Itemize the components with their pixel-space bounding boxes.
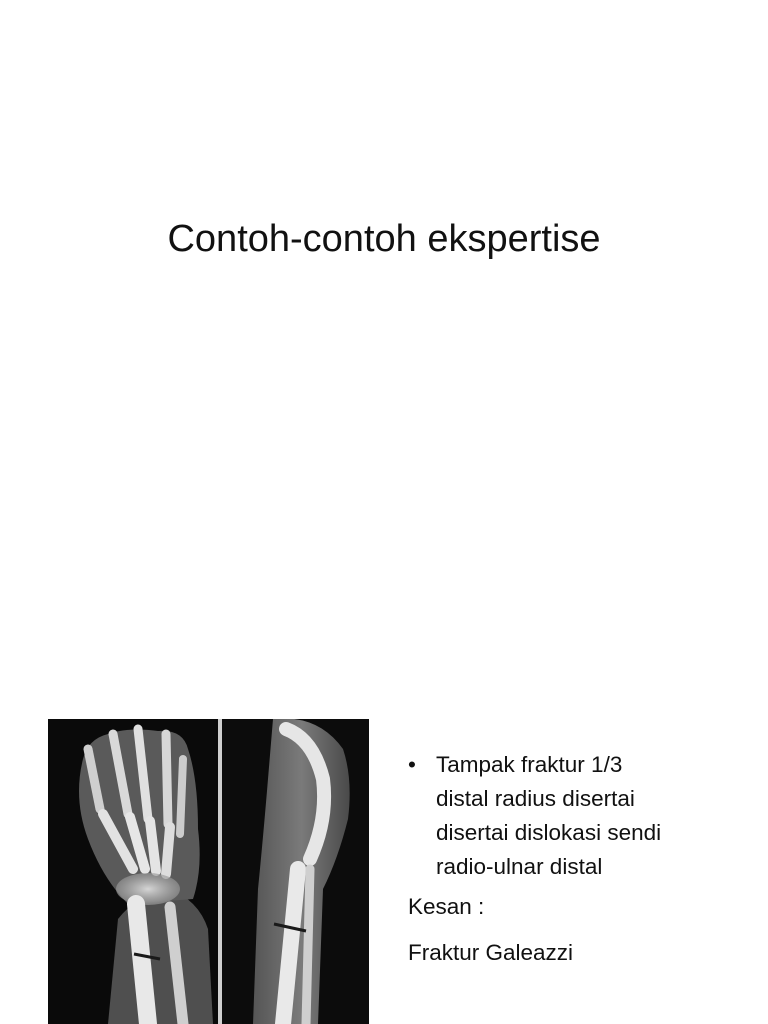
- bullet-line: distal radius disertai: [436, 786, 635, 811]
- bullet-icon: •: [408, 752, 416, 777]
- bullet-line: disertai dislokasi sendi: [436, 820, 662, 845]
- xray-image: [48, 719, 369, 1024]
- impression-value: Fraktur Galeazzi: [408, 940, 574, 965]
- bullet-line: radio-ulnar distal: [436, 854, 603, 879]
- bullet-line: Tampak fraktur 1/3: [436, 752, 623, 777]
- ap-view: [48, 719, 218, 1024]
- lateral-view: [222, 719, 369, 1024]
- impression-label: Kesan :: [408, 894, 485, 919]
- finding-bullet: [408, 748, 748, 884]
- findings-text: [408, 748, 748, 982]
- slide-title: Contoh-contoh ekspertise: [167, 218, 601, 260]
